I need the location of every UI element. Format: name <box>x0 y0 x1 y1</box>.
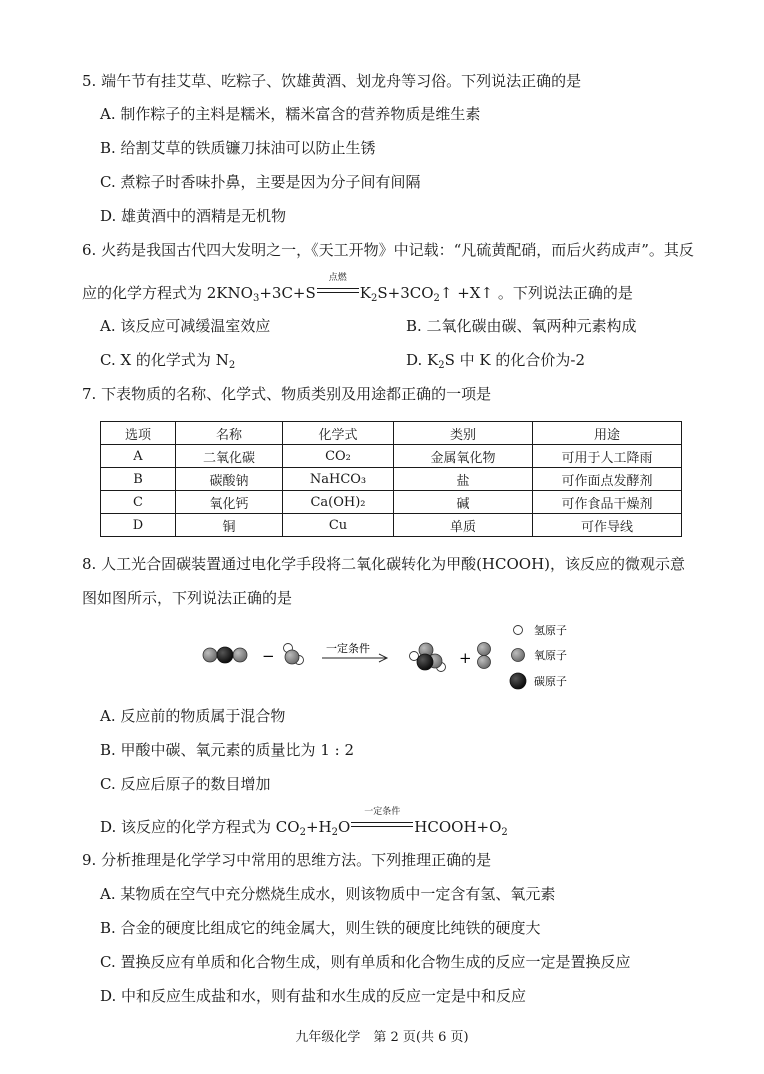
q5-option-a: A. 制作粽子的主料是糯米，糯米富含的营养物质是维生素 <box>100 105 481 123</box>
table-cell: 二氧化碳 <box>176 445 283 468</box>
table-cell: 可作食品干燥剂 <box>533 491 682 514</box>
table-cell: 可用于人工降雨 <box>533 445 682 468</box>
q5-option-d: D. 雄黄酒中的酒精是无机物 <box>100 207 287 225</box>
q6-equation-line: 应的化学方程式为 $2KNO_3+3C+S$ 点燃 $K_2S+3CO_2↑$ +X↑ 。下列说法正确的是 <box>82 273 633 304</box>
table-cell: D <box>101 514 176 537</box>
table-cell: NaHCO₃ <box>283 468 394 491</box>
legend-label-carbon: 碳原子 <box>534 675 567 688</box>
table-header: 类别 <box>394 422 533 445</box>
table-cell: Cu <box>283 514 394 537</box>
table-header: 用途 <box>533 422 682 445</box>
reaction-micro-diagram <box>196 616 596 696</box>
page-footer: 九年级化学 第 2 页(共 6 页) <box>295 1030 469 1045</box>
q8-option-b: B. 甲酸中碳、氧元素的质量比为 1 : 2 <box>100 741 355 759</box>
q8-stem-line1: 8. 人工光合固碳装置通过电化学手段将二氧化碳转化为甲酸(HCOOH)，该反应的微观示意 <box>82 555 686 573</box>
q7-stem: 7. 下表物质的名称、化学式、物质类别及用途都正确的一项是 <box>82 385 492 403</box>
table-cell: 氧化钙 <box>176 491 283 514</box>
table-cell: 单质 <box>394 514 533 537</box>
substance-table <box>100 421 682 537</box>
table-cell: 可作面点发酵剂 <box>533 468 682 491</box>
reaction-condition: 一定条件 <box>351 816 413 834</box>
q8-stem-line2: 图如图所示，下列说法正确的是 <box>82 589 293 607</box>
legend <box>510 623 567 689</box>
legend-label-hydrogen: 氢原子 <box>534 624 567 637</box>
q8-option-c: C. 反应后原子的数目增加 <box>100 775 271 793</box>
table-cell: B <box>101 468 176 491</box>
table-cell: 盐 <box>394 468 533 491</box>
q8-option-a: A. 反应前的物质属于混合物 <box>100 707 286 725</box>
arrow-condition-label: 一定条件 <box>326 642 370 655</box>
h2o-molecule <box>284 644 304 665</box>
q9-option-a: A. 某物质在空气中充分燃烧生成水，则该物质中一定含有氢、氧元素 <box>100 885 556 903</box>
table-row <box>101 468 682 491</box>
q6-stem-line1: 6. 火药是我国古代四大发明之一，《天工开物》中记载：“凡硫黄配硝，而后火药成声”。其反 <box>82 241 694 259</box>
table-row <box>101 514 682 537</box>
q8-option-d: D. 该反应的化学方程式为 $CO_2+H_2O$ 一定条件 $HCOOH+O_2$ <box>100 807 508 838</box>
q6-option-c: C. X 的化学式为 $N_2$ <box>100 351 236 371</box>
q9-stem: 9. 分析推理是化学学习中常用的思维方法。下列推理正确的是 <box>82 851 492 869</box>
q6-option-a: A. 该反应可减缓温室效应 <box>100 317 271 335</box>
table-cell: A <box>101 445 176 468</box>
q9-option-b: B. 合金的硬度比组成它的纯金属大，则生铁的硬度比纯铁的硬度大 <box>100 919 541 937</box>
q5-option-c: C. 煮粽子时香味扑鼻，主要是因为分子间有间隔 <box>100 173 421 191</box>
q6-option-b: B. 二氧化碳由碳、氧两种元素构成 <box>406 317 637 335</box>
o2-molecule <box>478 643 491 669</box>
q5-stem: 5. 端午节有挂艾草、吃粽子、饮雄黄酒、划龙舟等习俗。下列说法正确的是 <box>82 72 582 90</box>
hydrogen-atom-icon <box>514 626 523 635</box>
q5-option-b: B. 给割艾草的铁质镰刀抹油可以防止生锈 <box>100 139 376 157</box>
q6-option-d: D. $K_2S$ 中 K 的化合价为-2 <box>406 351 586 371</box>
co2-molecule <box>203 647 247 663</box>
oxygen-atom-icon <box>512 649 525 662</box>
table-cell: 金属氧化物 <box>394 445 533 468</box>
table-cell: C <box>101 491 176 514</box>
q9-option-d: D. 中和反应生成盐和水，则有盐和水生成的反应一定是中和反应 <box>100 987 527 1005</box>
hcooh-molecule <box>410 643 446 672</box>
table-cell: Ca(OH)₂ <box>283 491 394 514</box>
legend-label-oxygen: 氧原子 <box>534 649 567 662</box>
minus-sign: − <box>262 647 275 665</box>
table-header: 化学式 <box>283 422 394 445</box>
table-header: 选项 <box>101 422 176 445</box>
table-cell: 碳酸钠 <box>176 468 283 491</box>
table-cell: 碱 <box>394 491 533 514</box>
table-row <box>101 445 682 468</box>
table-cell: CO₂ <box>283 445 394 468</box>
table-cell: 铜 <box>176 514 283 537</box>
carbon-atom-icon <box>510 673 526 689</box>
table-cell: 可作导线 <box>533 514 682 537</box>
reaction-condition: 点燃 <box>317 282 359 300</box>
q9-option-c: C. 置换反应有单质和化合物生成，则有单质和化合物生成的反应一定是置换反应 <box>100 953 631 971</box>
table-header: 名称 <box>176 422 283 445</box>
plus-sign: + <box>459 649 472 667</box>
table-header-row <box>101 422 682 445</box>
table-row <box>101 491 682 514</box>
